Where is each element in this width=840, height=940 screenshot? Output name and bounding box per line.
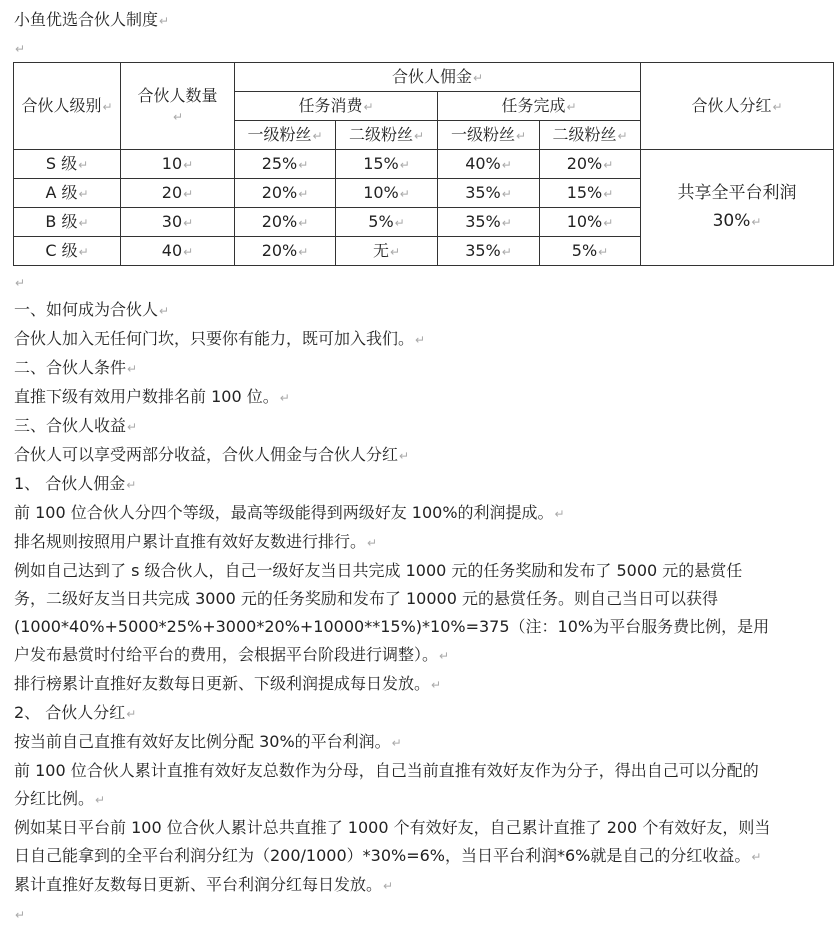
cell-level: S 级↵ [14,150,121,179]
cell-spend-fans2: 无↵ [336,237,438,266]
section-heading: 二、合伙人条件↵ [14,358,138,377]
cell-level: A 级↵ [14,179,121,208]
paragraph: 前 100 位合伙人分四个等级，最高等级能得到两级好友 100%的利润提成。↵ [14,503,565,522]
cell-spend-fans1: 20%↵ [235,237,336,266]
cell-done-fans2: 10%↵ [540,208,641,237]
cell-count: 30↵ [121,208,235,237]
cell-done-fans2: 5%↵ [540,237,641,266]
cell-level: B 级↵ [14,208,121,237]
cell-spend-fans1: 20%↵ [235,179,336,208]
section-heading: 三、合伙人收益↵ [14,416,138,435]
cell-dividend: 共享全平台利润 30%↵ [641,150,834,266]
cell-spend-fans1: 25%↵ [235,150,336,179]
paragraph: 例如自己达到了 s 级合伙人，自己一级好友当日共完成 1000 元的任务奖励和发布了 5000 元的悬赏任务，二级好友当日共完成 3000 元的任务奖励和发布了 10000 元的悬赏任务。则自己当日可以获得(1000*40%+5000*25%+3000*20%+10000**15%)*10%=375（注：10%为平台服务费比例，是用户发布悬赏时付给平台的费用，会根据平台阶段进行调整）。↵ [14,561,770,664]
header-dividend: 合伙人分红↵ [641,63,834,150]
header-spend-fans2: 二级粉丝↵ [336,121,438,150]
section-heading: 一、如何成为合伙人↵ [14,300,170,319]
cell-count: 10↵ [121,150,235,179]
partner-table [13,62,834,266]
cell-done-fans2: 20%↵ [540,150,641,179]
cell-spend-fans2: 10%↵ [336,179,438,208]
paragraph: 合伙人加入无任何门坎，只要你有能力，既可加入我们。↵ [14,329,426,348]
header-commission: 合伙人佣金↵ [235,63,641,92]
blank-paragraph: ↵ [15,276,26,290]
paragraph: 排行榜累计直推好友数每日更新、下级利润提成每日发放。↵ [14,674,442,693]
cell-count: 20↵ [121,179,235,208]
table-row [14,150,834,179]
header-task-done: 任务完成↵ [438,92,641,121]
subsection-heading: 1、 合伙人佣金↵ [14,474,137,493]
paragraph: 例如某日平台前 100 位合伙人累计总共直推了 1000 个有效好友，自己累计直推了 200 个有效好友，则当日自己能拿到的全平台利润分红为（200/1000）*30%=6%，当日平台利润*6%就是自己的分红收益。↵ [14,818,771,865]
cell-done-fans2: 15%↵ [540,179,641,208]
header-count: 合伙人数量↵ [121,63,235,150]
paragraph: 前 100 位合伙人累计直推有效好友总数作为分母，自己当前直推有效好友作为分子，得出自己可以分配的分红比例。↵ [14,761,759,808]
blank-paragraph: ↵ [15,908,26,922]
cell-done-fans1: 35%↵ [438,179,540,208]
header-task-spend: 任务消费↵ [235,92,438,121]
cell-done-fans1: 35%↵ [438,208,540,237]
paragraph: 合伙人可以享受两部分收益，合伙人佣金与合伙人分红↵ [14,445,410,464]
paragraph: 按当前自己直推有效好友比例分配 30%的平台利润。↵ [14,732,402,751]
cell-spend-fans2: 15%↵ [336,150,438,179]
paragraph: 累计直推好友数每日更新、平台利润分红每日发放。↵ [14,875,394,894]
blank-paragraph: ↵ [15,42,26,56]
cell-done-fans1: 40%↵ [438,150,540,179]
header-done-fans1: 一级粉丝↵ [438,121,540,150]
subsection-heading: 2、 合伙人分红↵ [14,703,137,722]
paragraph: 直推下级有效用户数排名前 100 位。↵ [14,387,290,406]
cell-spend-fans2: 5%↵ [336,208,438,237]
cell-count: 40↵ [121,237,235,266]
cell-spend-fans1: 20%↵ [235,208,336,237]
cell-done-fans1: 35%↵ [438,237,540,266]
document-title: 小鱼优选合伙人制度↵ [14,10,170,29]
paragraph: 排名规则按照用户累计直推有效好友数进行排行。↵ [14,532,378,551]
header-level: 合伙人级别↵ [14,63,121,150]
header-done-fans2: 二级粉丝↵ [540,121,641,150]
cell-level: C 级↵ [14,237,121,266]
document-body [14,296,774,929]
header-spend-fans1: 一级粉丝↵ [235,121,336,150]
